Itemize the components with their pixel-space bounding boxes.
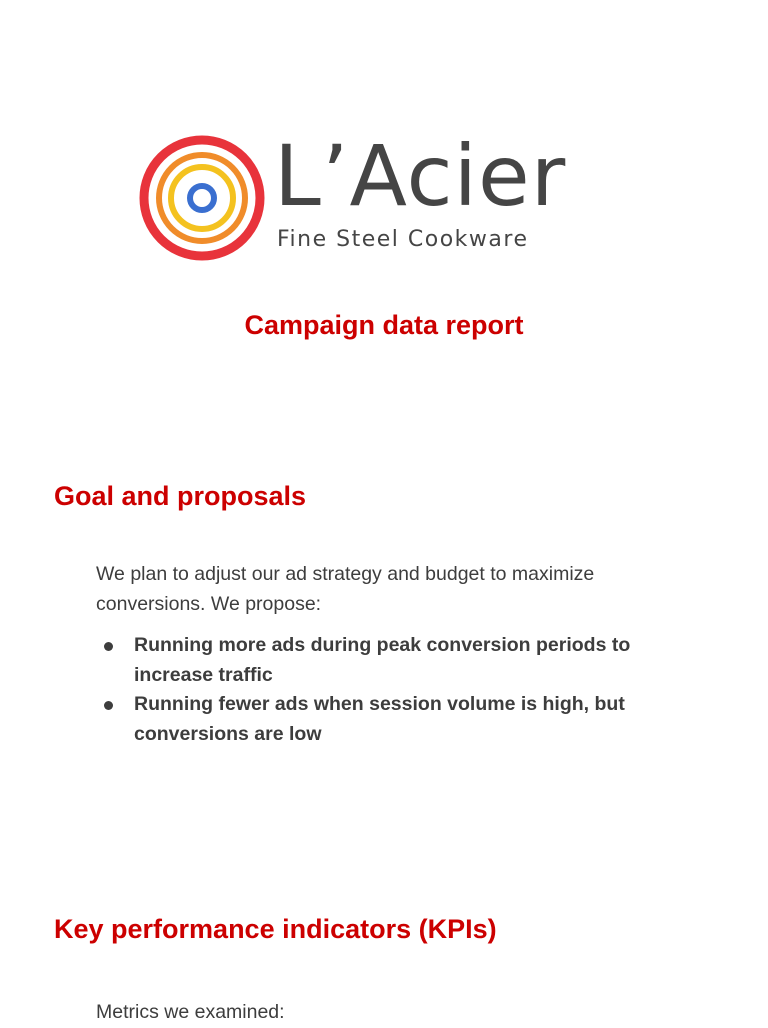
concentric-rings-logo-icon (136, 132, 268, 264)
logo-tagline: Fine Steel Cookware (277, 227, 529, 252)
list-item-text: Running more ads during peak conversion periods to increase traffic (134, 634, 631, 686)
section-heading-goal: Goal and proposals (54, 481, 307, 511)
list-item-text: Running fewer ads when session volume is high, but conversions are low (134, 693, 625, 745)
logo-wordmark: L’Acier (274, 127, 567, 225)
proposal-list (96, 631, 686, 749)
metrics-intro-paragraph: Metrics we examined: (96, 1001, 285, 1023)
report-title: Campaign data report (244, 310, 524, 340)
bullet-icon (104, 701, 113, 710)
list-item (96, 690, 686, 749)
section-heading-kpis: Key performance indicators (KPIs) (54, 914, 497, 944)
company-logo (136, 128, 636, 268)
bullet-icon (104, 642, 113, 651)
list-item (96, 631, 686, 690)
goal-intro-paragraph: We plan to adjust our ad strategy and budget to maximize conversions. We propose: (96, 563, 595, 615)
